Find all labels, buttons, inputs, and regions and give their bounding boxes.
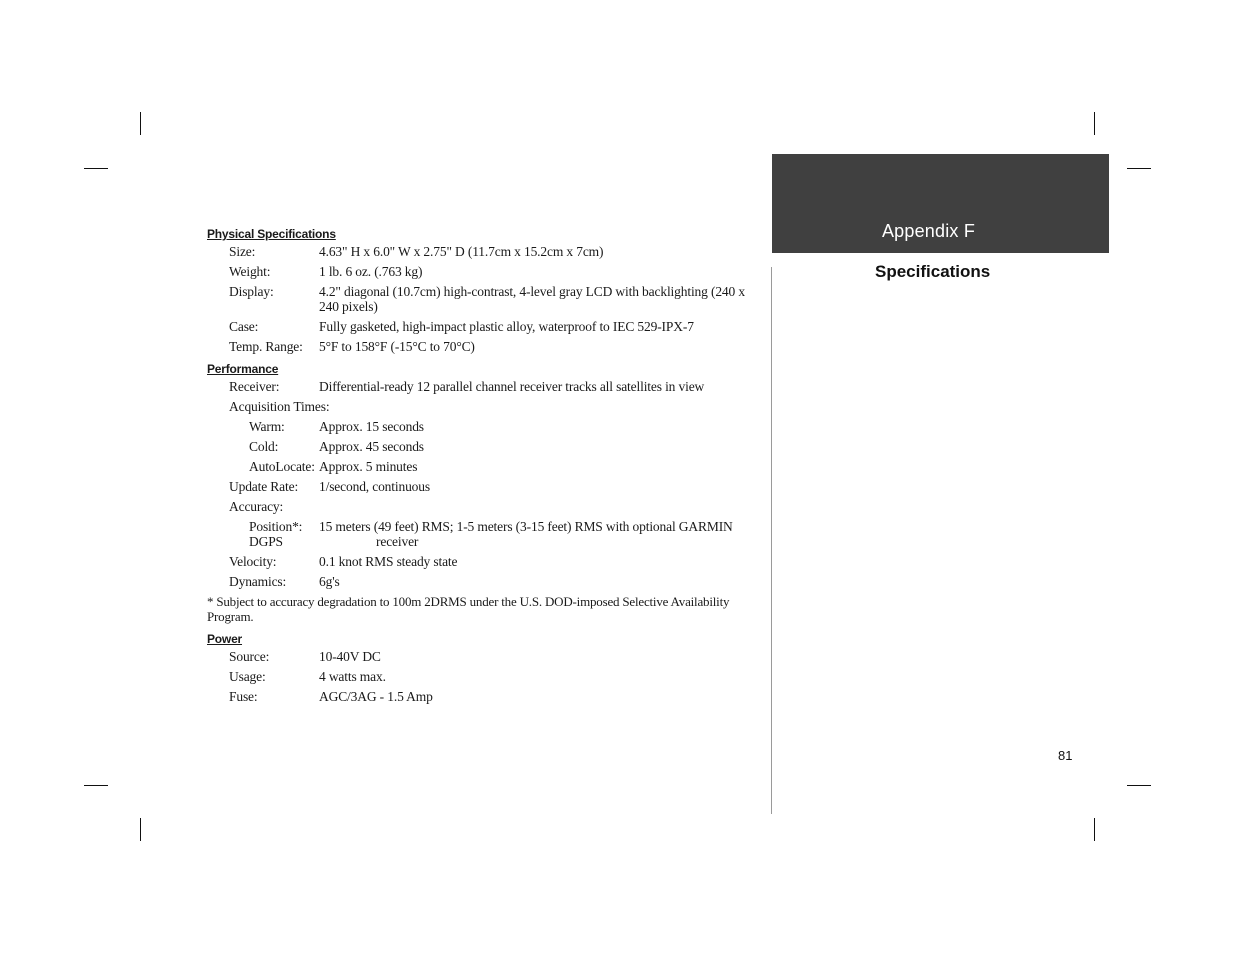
performance-heading: Performance: [207, 362, 279, 376]
spec-label: Fuse:: [229, 689, 258, 704]
spec-value: 1/second, continuous: [319, 479, 430, 494]
spec-row: [207, 519, 752, 534]
spec-row: [207, 284, 752, 314]
spec-label: DGPS: [249, 534, 283, 549]
crop-mark: [1127, 168, 1151, 169]
spec-value: 1 lb. 6 oz. (.763 kg): [319, 264, 423, 279]
spec-row: [207, 379, 752, 394]
spec-row: [207, 669, 752, 684]
spec-content: [207, 224, 752, 709]
spec-value: 15 meters (49 feet) RMS; 1-5 meters (3-15 feet) RMS with optional GARMIN: [319, 519, 733, 534]
spec-value: Fully gasketed, high-impact plastic alloy, waterproof to IEC 529-IPX-7: [319, 319, 694, 334]
spec-label: Size:: [229, 244, 256, 259]
spec-value: 4.63" H x 6.0" W x 2.75" D (11.7cm x 15.2cm x 7cm): [319, 244, 604, 259]
appendix-tab: [772, 154, 1109, 253]
spec-label: Velocity:: [229, 554, 277, 569]
spec-value: Approx. 5 minutes: [319, 459, 418, 474]
spec-value: 4.2" diagonal (10.7cm) high-contrast, 4-level gray LCD with backlighting (240 x 240 pixels): [319, 284, 745, 314]
spec-value: Differential-ready 12 parallel channel receiver tracks all satellites in view: [319, 379, 705, 394]
spec-label: Dynamics:: [229, 574, 287, 589]
spec-row: [207, 264, 752, 279]
spec-row: [207, 574, 752, 589]
spec-row: [207, 339, 752, 354]
spec-row: [207, 479, 752, 494]
spec-label: Usage:: [229, 669, 266, 684]
section-title: Specifications: [875, 262, 991, 281]
crop-mark: [84, 168, 108, 169]
crop-mark: [140, 112, 141, 135]
spec-row: [207, 499, 752, 514]
spec-value: AGC/3AG - 1.5 Amp: [319, 689, 433, 704]
spec-value: receiver: [376, 534, 419, 549]
spec-value: 5°F to 158°F (-15°C to 70°C): [319, 339, 475, 354]
spec-row: [207, 689, 752, 704]
spec-label: Case:: [229, 319, 259, 334]
spec-row: [207, 419, 752, 434]
footnote: * Subject to accuracy degradation to 100m 2DRMS under the U.S. DOD-imposed Selective Availability Program.: [207, 594, 730, 624]
spec-label: Position*:: [249, 519, 303, 534]
crop-mark: [1094, 818, 1095, 841]
spec-label: Temp. Range:: [229, 339, 303, 354]
spec-value: 10-40V DC: [319, 649, 381, 664]
crop-mark: [1127, 785, 1151, 786]
spec-row: [207, 439, 752, 454]
spec-label: Receiver:: [229, 379, 280, 394]
spec-label: Weight:: [229, 264, 271, 279]
spec-row: [207, 244, 752, 259]
spec-label: Source:: [229, 649, 270, 664]
spec-label: Display:: [229, 284, 274, 299]
spec-label: Update Rate:: [229, 479, 299, 494]
crop-mark: [84, 785, 108, 786]
spec-row: [207, 534, 752, 549]
spec-value: 0.1 knot RMS steady state: [319, 554, 458, 569]
power-heading: Power: [207, 632, 243, 646]
spec-value: Approx. 45 seconds: [319, 439, 424, 454]
spec-row: [207, 399, 752, 414]
appendix-title: Appendix F: [881, 221, 976, 241]
spec-row: [207, 319, 752, 334]
spec-value: 6g's: [319, 574, 340, 589]
spec-label: Acquisition Times:: [229, 399, 330, 414]
spec-label: AutoLocate:: [249, 459, 315, 474]
column-divider: [771, 267, 772, 814]
page-number: 81: [1058, 748, 1073, 763]
spec-row: [207, 459, 752, 474]
crop-mark: [140, 818, 141, 841]
spec-label: Warm:: [249, 419, 285, 434]
spec-label: Cold:: [249, 439, 279, 454]
spec-label: Accuracy:: [229, 499, 284, 514]
physical-heading: Physical Specifications: [207, 227, 336, 241]
spec-value: Approx. 15 seconds: [319, 419, 424, 434]
crop-mark: [1094, 112, 1095, 135]
spec-row: [207, 554, 752, 569]
spec-value: 4 watts max.: [319, 669, 386, 684]
spec-row: [207, 649, 752, 664]
